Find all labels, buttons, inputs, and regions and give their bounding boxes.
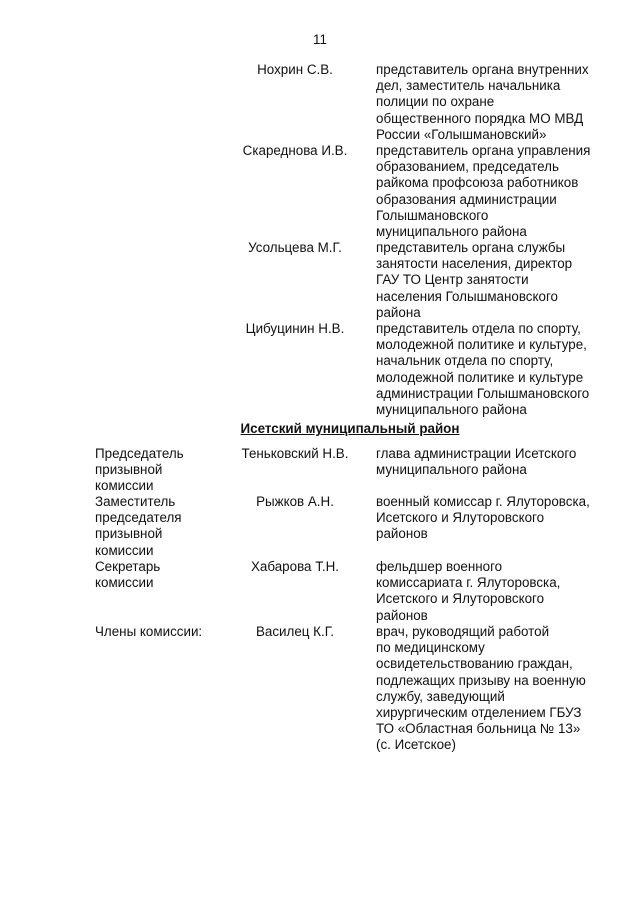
member-name: Скареднова И.В. [242, 143, 348, 158]
member-position: представитель отдела по спорту, молодежной политике и культуре, начальник отдела по спорту, молодежной политике и культуре администрации Голышмановского муниципального района [376, 321, 590, 418]
commission-role: Члены комиссии: [95, 624, 203, 639]
member-name: Нохрин С.В. [257, 62, 333, 77]
member-position: представитель органа управления образованием, председатель райкома профсоюза работников образования администрации Голышмановского муниципального района [376, 143, 591, 240]
member-name: Усольцева М.Г. [248, 240, 342, 255]
member-position: фельдшер военного комиссариата г. Ялуторовска, Исетского и Ялуторовского районов [376, 559, 561, 623]
member-name: Хабарова Т.Н. [250, 559, 340, 574]
member-position: военный комиссар г. Ялуторовска, Исетского и Ялуторовского районов [376, 494, 590, 542]
section-heading: Исетский муниципальный район [240, 421, 460, 436]
member-name: Теньковский Н.В. [241, 446, 349, 461]
member-name: Василец К.Г. [255, 624, 335, 639]
member-position: врач, руководящий работой по медицинскому освидетельствованию граждан, подлежащих призыву на военную службу, заведующий хирургическим отделением ГБУЗ ТО «Областная больница № 13» (с. Исетское) [376, 624, 586, 753]
page-number: 11 [313, 32, 327, 47]
member-name: Цибуцинин Н.В. [245, 321, 345, 336]
commission-role: Председатель призывной комиссии [95, 446, 184, 494]
member-name: Рыжков А.Н. [256, 494, 334, 509]
member-position: представитель органа внутренних дел, заместитель начальника полиции по охране общественного порядка МО МВД России «Голышмановский» [376, 62, 589, 142]
member-position: глава администрации Исетского муниципального района [376, 446, 577, 478]
member-position: представитель органа службы занятости населения, директор ГАУ ТО Центр занятости населения Голышмановского района [376, 240, 573, 320]
commission-role: Заместитель председателя призывной комиссии [95, 494, 182, 558]
commission-role: Секретарь комиссии [95, 559, 161, 591]
